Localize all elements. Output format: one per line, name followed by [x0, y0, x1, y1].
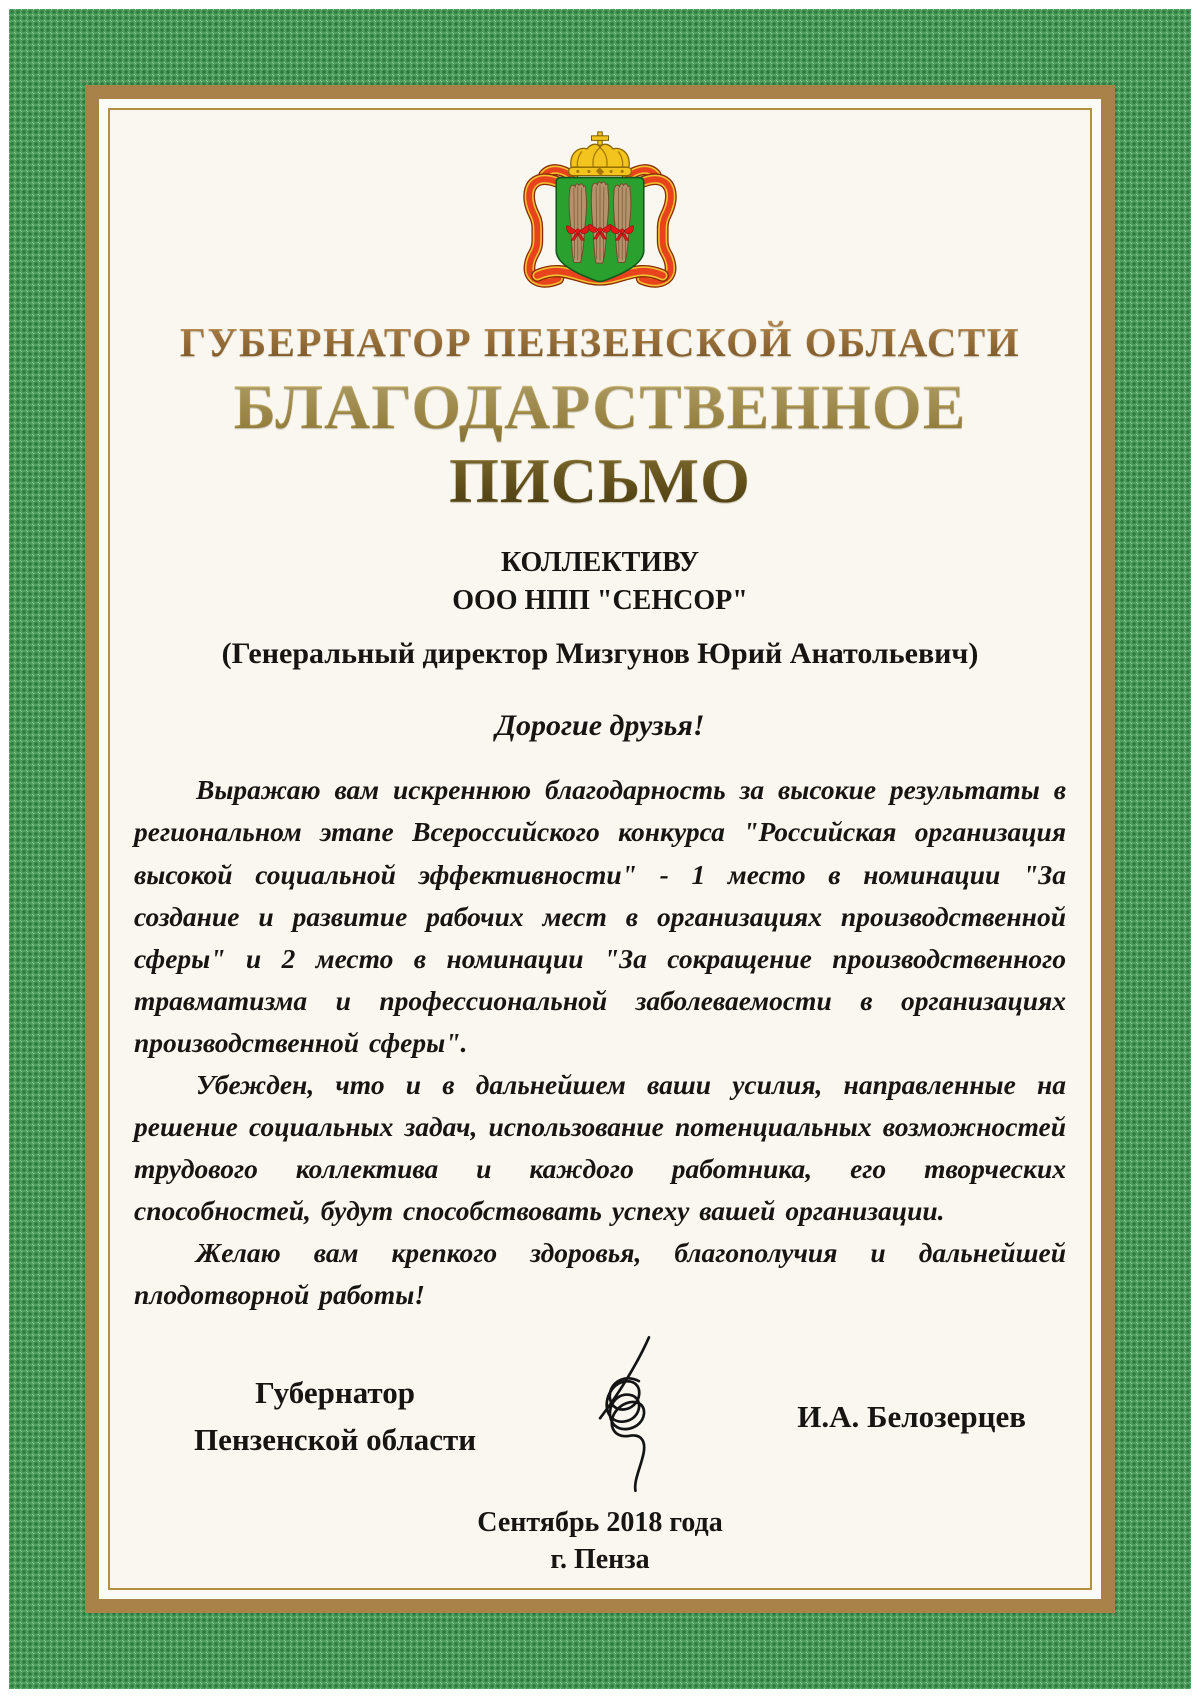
- signer-position-line-2: Пензенской области: [194, 1421, 477, 1457]
- recipient-line-1: КОЛЛЕКТИВУ: [500, 546, 700, 578]
- signer-position: [194, 1370, 476, 1463]
- arms-crown: [569, 132, 632, 176]
- penza-coat-of-arms-icon: [441, 128, 759, 294]
- recipient-block: [134, 544, 1066, 620]
- arms-sheaves: [566, 182, 633, 263]
- body-paragraph-2: Убежден, что и в дальнейшем ваши усилия, направленные на решение социальных задач, использование потенциальных возможностей трудового коллектива и каждого работника, его творческих способностей, будут способствовать успеху вашей организации.: [134, 1068, 1066, 1227]
- issue-city: г. Пенза: [550, 1543, 650, 1575]
- decorative-green-border: [9, 9, 1191, 1689]
- date-place-block: [134, 1505, 1066, 1578]
- letter-body: [134, 769, 1066, 1316]
- body-paragraph-3: Желаю вам крепкого здоровья, благополучия и дальнейшей плодотворной работы!: [134, 1237, 1066, 1311]
- handwritten-signature-icon: [563, 1330, 681, 1503]
- signer-name: И.А. Белозерцев: [797, 1398, 1026, 1434]
- signature-row: [134, 1330, 1066, 1503]
- salutation: Дорогие друзья!: [495, 709, 705, 743]
- decorative-tan-border: [85, 85, 1115, 1613]
- issue-date: Сентябрь 2018 года: [477, 1507, 723, 1539]
- issuer-title: ГУБЕРНАТОР ПЕНЗЕНСКОЙ ОБЛАСТИ: [134, 318, 1066, 366]
- recipient-line-2: ООО НПП "СЕНСОР": [452, 584, 748, 616]
- signer-position-line-1: Губернатор: [255, 1375, 415, 1411]
- letter-paper: [108, 108, 1092, 1590]
- document-title: БЛАГОДАРСТВЕННОЕ ПИСЬМО: [134, 370, 1066, 518]
- body-paragraph-1: Выражаю вам искреннюю благодарность за высокие результаты в региональном этапе Всероссийского конкурса "Российская организация высокой социальной эффективности" - 1 место в номинации "За создание и развитие рабочих мест в организациях производственной сферы" и 2 место в номинации "За сокращение производственного травматизма и профессиональной заболеваемости в организациях производственной сферы".: [134, 774, 1066, 1058]
- recipient-director: (Генеральный директор Мизгунов Юрий Анатольевич): [221, 637, 979, 671]
